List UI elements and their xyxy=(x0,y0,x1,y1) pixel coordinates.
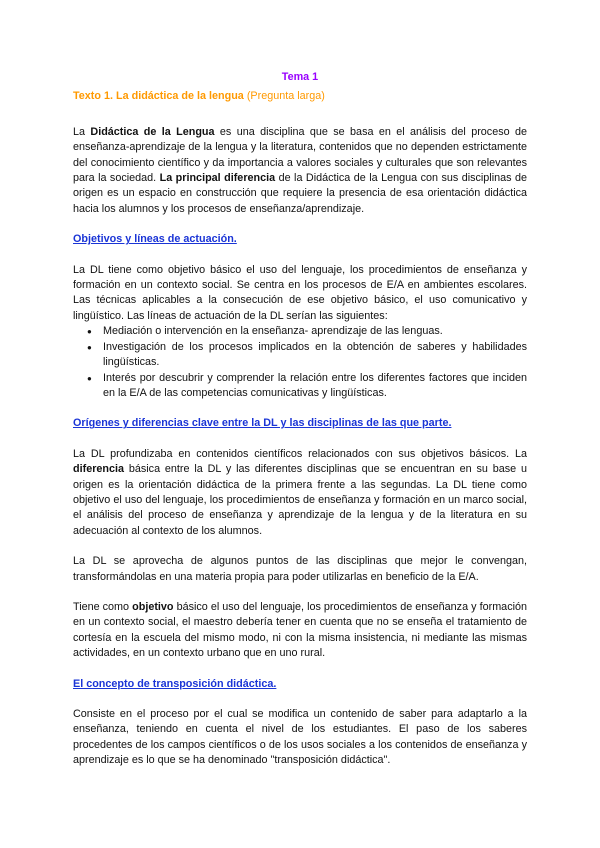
topic-title: Tema 1 xyxy=(281,71,319,83)
section-heading-transposicion[interactable]: El concepto de transposición didáctica. xyxy=(73,677,277,690)
origenes-text-3: Tiene como xyxy=(73,600,133,613)
intro-bold-2: La principal diferencia xyxy=(159,172,276,185)
intro-bold-1: Didáctica de la Lengua xyxy=(90,125,215,138)
objetivos-paragraph: La DL tiene como objetivo básico el uso del lenguaje, los procedimientos de enseñanza y formación en un contexto social. Se centra en los procesos de E/A en ambientes escolares. Las técnicas aplicables a la consecución de ese objetivo básico, el uso comunicativo y lingüístico. Las líneas de actuación de la DL serían las siguientes: xyxy=(73,263,527,322)
intro-text-3: de la Didáctica de la Lengua con sus disciplinas de origen es un espacio en construcción que requiere la presencia de esa orientación didáctica hacia los alumnos y los procesos de enseñanza/aprendizaje. xyxy=(73,172,527,215)
text-title-main: Texto 1. La didáctica de la lengua xyxy=(73,90,244,103)
list-item: ● Investigación de los procesos implicados en la obtención de saberes y habilidades lingüísticas. xyxy=(103,340,527,371)
section-heading-origenes[interactable]: Orígenes y diferencias clave entre la DL y las disciplinas de las que parte. xyxy=(73,417,452,430)
intro-text-1: La xyxy=(73,125,91,138)
transposicion-paragraph: Consiste en el proceso por el cual se modifica un contenido de saber para adaptarlo a la enseñanza, teniendo en cuenta el nivel de los estudiantes. El paso de los saberes procedentes de los campos científicos o de los usos sociales a los contenidos de enseñanza y aprendizaje es lo que se ha denominado "transposición didáctica". xyxy=(73,708,527,767)
intro-paragraph xyxy=(73,125,527,217)
list-item: ● Mediación o intervención en la enseñanza- aprendizaje de las lenguas. xyxy=(103,324,527,339)
lineas-list xyxy=(73,324,527,401)
origenes-paragraph-2: La DL se aprovecha de algunos puntos de las disciplinas que mejor le convengan, transformándolas en una materia propia para poder utilizarlas en beneficio de la E/A. xyxy=(73,555,527,583)
origenes-text-4: básico el uso del lenguaje, los procedimientos de enseñanza y formación en un contexto social, el maestro debería tener en cuenta que no se enseña el tratamiento de cortesía en la escuela del mismo modo, ni con la misma insistencia, ni mediante las mismas actividades, en un contexto urbano que en uno rural. xyxy=(73,600,527,660)
origenes-bold-2: objetivo xyxy=(132,600,174,613)
document-page xyxy=(73,70,527,769)
origenes-bold: diferencia xyxy=(73,463,125,476)
section-heading-objetivos[interactable]: Objetivos y líneas de actuación. xyxy=(73,233,237,246)
origenes-paragraph-3 xyxy=(73,600,527,662)
origenes-text-1: La DL profundizaba en contenidos científicos relacionados con sus objetivos básicos. La xyxy=(73,447,527,460)
list-item: ● Interés por descubrir y comprender la relación entre los diferentes factores que inciden en la E/A de las competencias comunicativas y lingüísticas. xyxy=(103,371,527,402)
origenes-paragraph-1 xyxy=(73,447,527,539)
text-title-note: (Pregunta larga) xyxy=(246,90,325,103)
origenes-text-2: básica entre la DL y las diferentes disciplinas que se encuentran en su base u origen es la orientación didáctica de la primera frente a las segundas. La DL tiene como objetivo el uso del lenguaje, los procedimientos de enseñanza y formación en un marco social, el análisis del proceso de enseñanza y aprendizaje de la lengua y de la literatura en su adecuación al contexto de los alumnos. xyxy=(73,463,527,537)
text-title xyxy=(73,89,527,104)
intro-text-2: es una disciplina que se basa en el análisis del proceso de enseñanza-aprendizaje de la lengua y la literatura, contenidos que no dependen estrictamente del conocimiento científico y da importancia a valores sociales y culturales que son relevantes para la sociedad. xyxy=(73,125,527,185)
